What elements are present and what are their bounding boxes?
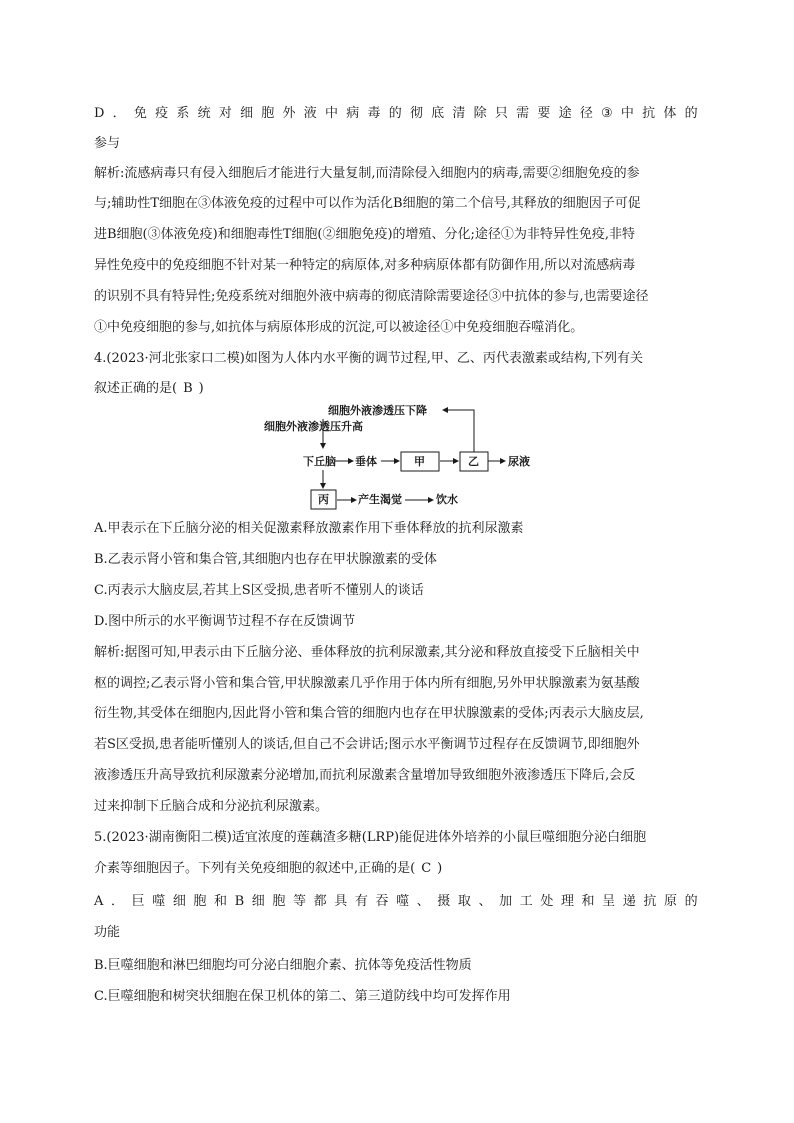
q3-analysis-line: 解析:流感病毒只有侵入细胞后才能进行大量复制,而清除侵入细胞内的病毒,需要②细胞免疫的参	[94, 166, 640, 181]
q5-option-a-char: 、	[416, 894, 430, 909]
q3-option-d-char: 的	[388, 106, 402, 121]
q4-stem-close: )	[198, 381, 204, 396]
box-a-label: 甲	[414, 455, 425, 468]
q3-option-d-char: 胞	[261, 106, 275, 121]
q5-stem-continued	[94, 861, 442, 877]
q4-stem: 4.(2023·河北张家口二模)如图为人体内水平衡的调节过程,甲、乙、丙代表激素或结构,下列有关	[94, 351, 644, 366]
q5-option-a-char: 的	[684, 894, 698, 909]
q5-option-a-char: 呈	[602, 894, 616, 909]
q3-option-d-char: 对	[218, 106, 232, 121]
q3-option-d-char: 统	[197, 106, 211, 121]
label-osmotic-pressure-rises: 细胞外液渗透压升高	[264, 420, 363, 433]
q3-option-d-char: 免	[133, 106, 147, 121]
q3-option-d-char: 只	[494, 106, 508, 121]
q3-option-d-char: D	[94, 106, 105, 121]
q3-option-d-char: 细	[240, 106, 254, 121]
q5-option-a-char: 理	[560, 894, 574, 909]
label-thirst: 产生渴觉	[358, 493, 402, 506]
q5-option-a-char: 胞	[193, 894, 207, 909]
q5-option-a-char: A	[94, 894, 104, 909]
q4-analysis-line: 液渗透压升高导致抗利尿激素分泌增加,而抗利尿激素含量增加导致细胞外液渗透压下降后,会反	[94, 768, 636, 783]
label-pituitary: 垂体	[355, 455, 377, 468]
q5-option-a-char: 原	[663, 894, 677, 909]
q3-option-d-char: 外	[282, 106, 296, 121]
q5-stem-close: )	[437, 861, 443, 876]
q5-option-a-char: 工	[519, 894, 533, 909]
q3-analysis-line: 异性免疫中的免疫细胞不针对某一种特定的病原体,对多种病原体都有防御作用,所以对流感病毒	[94, 258, 636, 273]
q5-option-a-char: 细	[251, 894, 265, 909]
q5-stem-text: 介素等细胞因子。下列有关免疫细胞的叙述中,正确的是(	[94, 861, 416, 876]
q5-option-a-char: 都	[313, 894, 327, 909]
q4-option-d: D.图中所示的水平衡调节过程不存在反馈调节	[94, 614, 356, 629]
q4-stem-continued	[94, 381, 204, 397]
q5-option-a-char: 噬	[396, 894, 410, 909]
q3-option-d-line	[94, 106, 698, 122]
q3-option-d-char: 疫	[155, 106, 169, 121]
q4-answer: B	[183, 381, 193, 396]
water-balance-diagram	[255, 404, 545, 514]
label-hypothalamus: 下丘脑	[303, 455, 336, 468]
label-urine: 尿液	[508, 455, 530, 468]
q5-option-a-char: 递	[622, 894, 636, 909]
q3-analysis-line: 与;辅助性T细胞在③体液免疫的过程中可以作为活化B细胞的第二个信号,其释放的细胞因子可促	[94, 196, 641, 211]
q3-option-d-char: 需	[516, 106, 530, 121]
q5-option-a-char: 取	[457, 894, 471, 909]
q3-analysis-line: 的识别不具有特异性;免疫系统对细胞外液中病毒的彻底清除需要途径③中抗体的参与,也需要途径	[94, 289, 649, 304]
q4-analysis-line: 枢的调控;乙表示肾小管和集合管,甲状腺激素几乎作用于体内所有细胞,另外甲状腺激素为氨基酸	[94, 676, 640, 691]
q3-option-d-char: 途	[558, 106, 572, 121]
q4-analysis-line: 过来抑制下丘脑合成和分泌抗利尿激素。	[94, 799, 329, 814]
q3-option-d-char: 液	[303, 106, 317, 121]
q4-analysis-line: 解析:据图可知,甲表示由下丘脑分泌、垂体释放的抗利尿激素,其分泌和释放直接受下丘脑相关中	[94, 645, 640, 660]
q3-option-d-char: 抗	[642, 106, 656, 121]
q5-option-a-char: 噬	[152, 894, 166, 909]
q3-option-d-char: 系	[176, 106, 190, 121]
q5-option-a-char: 胞	[272, 894, 286, 909]
q3-option-d-char: 病	[346, 106, 360, 121]
q4-analysis-line: 衍生物,其受体在细胞内,因此肾小管和集合管的细胞内也存在甲状腺激素的受体;丙表示大脑皮层,	[94, 706, 644, 721]
q4-stem-text: 叙述正确的是(	[94, 381, 178, 396]
q5-option-a-line	[94, 894, 698, 910]
q5-option-b: B.巨噬细胞和淋巴细胞均可分泌白细胞介素、抗体等免疫活性物质	[94, 958, 472, 973]
q3-analysis-line: ①中免疫细胞的参与,如抗体与病原体形成的沉淀,可以被途径①中免疫细胞吞噬消化。	[94, 320, 584, 335]
q5-option-a-char: 处	[540, 894, 554, 909]
q5-stem: 5.(2023·湖南衡阳二模)适宜浓度的莲藕渣多糖(LRP)能促进体外培养的小鼠巨噬细胞分泌白细胞	[94, 830, 647, 845]
q3-option-d-char: 中	[620, 106, 634, 121]
q5-option-a-char: 和	[581, 894, 595, 909]
q4-analysis-line: 若S区受损,患者能听懂别人的谈话,但自己不会讲话;图示水平衡调节过程存在反馈调节,即细胞外	[94, 737, 640, 752]
q5-option-a-char: 抗	[643, 894, 657, 909]
box-b-label: 乙	[468, 455, 479, 468]
q3-option-d-char: ．	[112, 106, 126, 121]
q3-analysis-line: 进B细胞(③体液免疫)和细胞毒性T细胞(②细胞免疫)的增殖、分化;途径①为非特异性免疫,非特	[94, 227, 636, 242]
q3-option-d-char: 除	[473, 106, 487, 121]
q5-option-a-continuation: 功能	[94, 925, 121, 940]
q3-option-d-char: 中	[325, 106, 339, 121]
q5-option-a-char: 吞	[375, 894, 389, 909]
q3-option-d-char: 彻	[409, 106, 423, 121]
q3-option-d-char: 底	[431, 106, 445, 121]
label-osmotic-pressure-falls: 细胞外液渗透压下降	[328, 404, 427, 417]
q5-option-a-char: 细	[172, 894, 186, 909]
q4-option-a: A.甲表示在下丘脑分泌的相关促激素释放激素作用下垂体释放的抗利尿激素	[94, 521, 524, 536]
q3-option-d-char: 要	[537, 106, 551, 121]
q5-option-a-char: 等	[293, 894, 307, 909]
q5-option-c: C.巨噬细胞和树突状细胞在保卫机体的第二、第三道防线中均可发挥作用	[94, 989, 511, 1004]
q4-option-b: B.乙表示肾小管和集合管,其细胞内也存在甲状腺激素的受体	[94, 552, 437, 567]
q5-option-a-char: 巨	[131, 894, 145, 909]
label-drink-water: 饮水	[436, 493, 458, 506]
q5-option-a-char: 摄	[437, 894, 451, 909]
q3-option-d-char: 毒	[367, 106, 381, 121]
q3-option-d-char: ③	[601, 106, 613, 121]
q5-option-a-char: 和	[214, 894, 228, 909]
q4-option-c: C.丙表示大脑皮层,若其上S区受损,患者听不懂别人的谈话	[94, 583, 424, 598]
q3-option-d-char: 的	[684, 106, 698, 121]
q3-option-d-char: 径	[579, 106, 593, 121]
q3-option-d-char: 清	[452, 106, 466, 121]
q5-option-a-char: 加	[499, 894, 513, 909]
q5-answer: C	[421, 861, 432, 876]
q5-option-a-char: ．	[110, 894, 124, 909]
q5-option-a-char: 具	[334, 894, 348, 909]
q5-option-a-char: B	[234, 894, 245, 909]
q5-option-a-char: 有	[354, 894, 368, 909]
box-c-label: 丙	[318, 493, 329, 506]
q3-option-d-continuation: 参与	[94, 136, 121, 151]
q5-option-a-char: 、	[478, 894, 492, 909]
q3-option-d-char: 体	[663, 106, 677, 121]
